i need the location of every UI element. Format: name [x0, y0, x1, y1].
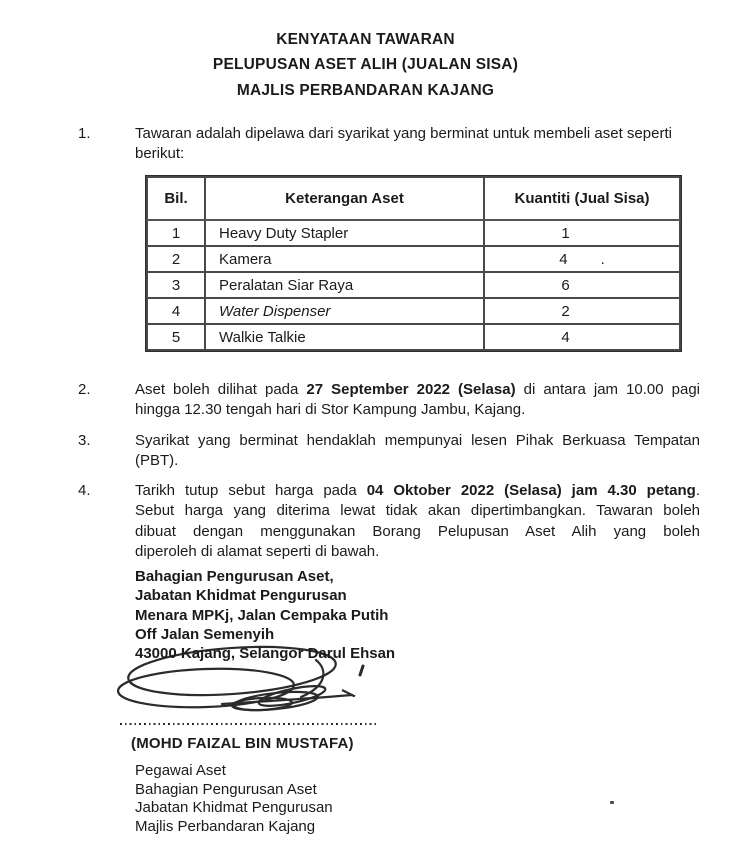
- cell-qty: 1: [484, 220, 680, 246]
- address-line: Bahagian Pengurusan Aset,: [135, 568, 334, 585]
- address-line: Menara MPKj, Jalan Cempaka Putih: [135, 606, 389, 624]
- cell-bil: 1: [147, 220, 205, 246]
- signature-scribble: [104, 644, 374, 722]
- cell-qty: 4: [484, 324, 680, 350]
- address-line: 43000 Kajang, Selangor Darul Ehsan: [135, 645, 396, 663]
- cell-bil: 4: [147, 298, 205, 324]
- asset-table-header-row: [147, 177, 680, 220]
- cell-qty: 2: [484, 298, 680, 324]
- paragraph-3-text: Syarikat yang berminat hendaklah mempunyai lesen Pihak Berkuasa Tempatan (PBT).: [135, 432, 700, 470]
- cell-bil: 5: [147, 324, 205, 350]
- table-row: [147, 246, 680, 272]
- cell-qty: 6: [484, 272, 680, 298]
- signatory-name: (MOHD FAIZAL BIN MUSTAFA): [131, 735, 354, 752]
- doc-title-line-3: MAJLIS PERBANDARAN KAJANG: [236, 81, 495, 99]
- paragraph-4-text: Tarikh tutup sebut harga pada 04 Oktober 2022 (Selasa) jam 4.30 petang. Sebut harga yang diterima lewat tidak akan dipertimbangkan. Tawaran boleh dibuat dengan menggunakan Borang Pelupusan Aset Alih yang boleh diperoleh di alamat seperti di bawah.: [135, 482, 701, 561]
- cell-desc: Kamera: [205, 246, 484, 272]
- cell-desc: Peralatan Siar Raya: [205, 272, 484, 298]
- table-row: [147, 272, 680, 298]
- address-line: Jabatan Khidmat Pengurusan: [135, 587, 347, 605]
- cell-desc: Water Dispenser: [205, 298, 484, 324]
- cell-bil: 3: [147, 272, 205, 298]
- cell-bil: 2: [147, 246, 205, 272]
- paragraph-1-text: Tawaran adalah dipelawa dari syarikat yang berminat untuk membeli aset seperti berikut:: [135, 125, 672, 163]
- designation-line: Majlis Perbandaran Kajang: [135, 817, 316, 835]
- cell-qty: 4 .: [484, 246, 680, 272]
- asset-table: [146, 176, 681, 351]
- paragraph-2-text: Aset boleh dilihat pada 27 September 2022 (Selasa) di antara jam 10.00 pagi hingga 12.30 tengah hari di Stor Kampung Jambu, Kajang.: [135, 381, 700, 419]
- paragraph-1: [78, 124, 700, 165]
- document-title-block: [0, 27, 731, 103]
- designation-line: Bahagian Pengurusan Aset: [135, 780, 317, 798]
- designation-line: Jabatan Khidmat Pengurusan: [135, 799, 333, 817]
- paragraph-4-number: 4.: [78, 482, 91, 499]
- table-row: [147, 220, 680, 246]
- table-row: [147, 324, 680, 350]
- paragraph-3-number: 3.: [78, 432, 91, 449]
- paragraph-1-number: 1.: [78, 125, 91, 142]
- cell-desc: Heavy Duty Stapler: [205, 220, 484, 246]
- doc-title-line-1: KENYATAAN TAWARAN: [276, 31, 455, 48]
- signature-dotted-line: [120, 723, 378, 725]
- paragraph-2-number: 2.: [78, 381, 91, 398]
- address-line: Off Jalan Semenyih: [135, 625, 275, 643]
- table-row: [147, 298, 680, 324]
- paragraph-4: [78, 481, 700, 563]
- designation-line: Pegawai Aset: [135, 762, 226, 779]
- column-header-keterangan: Keterangan Aset: [205, 177, 484, 220]
- signatory-designation-block: [135, 762, 333, 836]
- column-header-kuantiti: Kuantiti (Jual Sisa): [484, 177, 680, 220]
- cell-desc: Walkie Talkie: [205, 324, 484, 350]
- paragraph-2: [78, 380, 700, 421]
- doc-title-line-2: PELUPUSAN ASET ALIH (JUALAN SISA): [212, 56, 519, 74]
- column-header-bil: Bil.: [147, 177, 205, 220]
- scan-artifact-dot: [610, 801, 614, 804]
- paragraph-3: [78, 431, 700, 472]
